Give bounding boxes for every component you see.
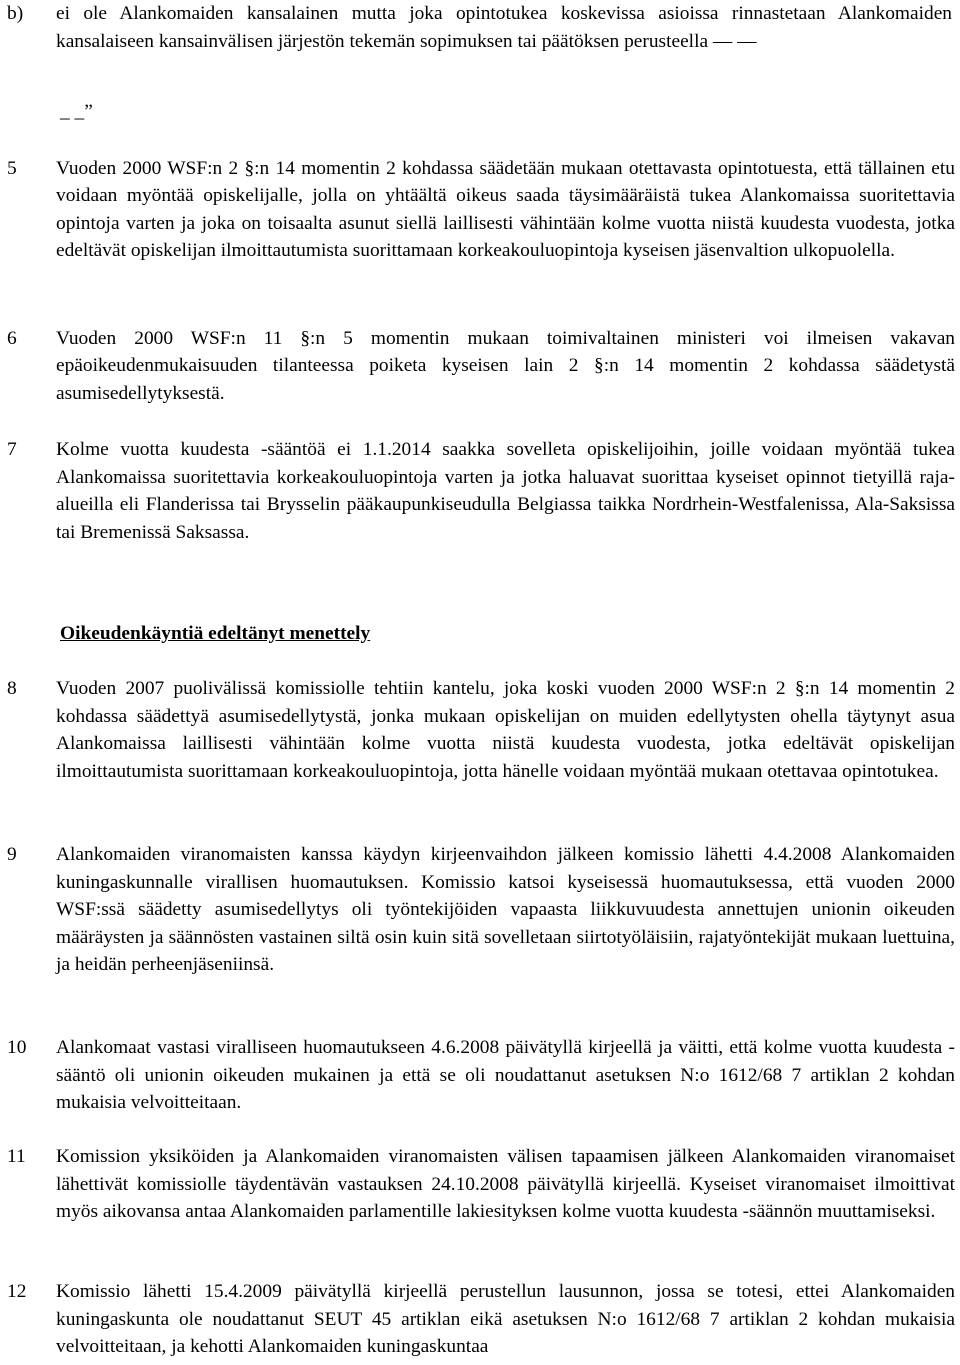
- paragraph-number: 5: [7, 158, 17, 179]
- paragraph-number: 8: [7, 678, 17, 699]
- paragraph-number: 10: [7, 1037, 27, 1058]
- paragraph-text: Vuoden 2000 WSF:n 11 §:n 5 momentin mukaan toimivaltainen ministeri voi ilmeisen vakavan epäoikeudenmukaisuuden tilanteessa poiketa kyseisen lain 2 §:n 14 momentin 2 kohdassa säädetystä asumisedellytyksestä.: [56, 328, 955, 404]
- paragraph-text: Vuoden 2007 puolivälissä komissiolle tehtiin kantelu, joka koski vuoden 2000 WSF:n 2 §:n 14 momentin 2 kohdassa säädettyä asumisedellytystä, jonka mukaan opiskelijan on muiden edellytysten ohella täytynyt asua Alankomaissa laillisesti vähintään kolme vuotta niistä kuudesta vuodesta, jotka edeltävät opiskelijan ilmoittautumista suorittamaan korkeakouluopintoja, jotta hänelle voidaan myöntää mukaan otettavaa opintotukea.: [56, 678, 955, 782]
- paragraph-text: Alankomaiden viranomaisten kanssa käydyn kirjeenvaihdon jälkeen komissio lähetti 4.4.2008 Alankomaiden kuningaskunnalle virallisen huomautuksen. Komissio katsoi kyseisessä huomautuksessa, että vuoden 2000 WSF:ssä säädetty asumisedellytys oli työntekijöiden vapaasta liikkuvuudesta annettujen unionin oikeuden määräysten ja säännösten vastainen siltä osin kuin sitä sovelletaan siirtotyöläisiin, rajatyöntekijät mukaan luettuina, ja heidän perheenjäseniinsä.: [56, 844, 955, 976]
- paragraph-number: 9: [7, 844, 17, 865]
- paragraph-text: Kolme vuotta kuudesta -sääntöä ei 1.1.2014 saakka sovelleta opiskelijoihin, joille voidaan myöntää tukea Alankomaissa suoritettavia korkeakouluopintoja varten ja jotka haluavat suorittaa kyseiset opinnot tietyillä raja-alueilla eli Flanderissa tai Brysselin pääkaupunkiseudulla Belgiassa taikka Nordrhein-Westfalenissa, Ala-Saksissa tai Bremenissä Saksassa.: [56, 439, 955, 543]
- paragraph-number: 11: [7, 1146, 26, 1167]
- paragraph-number: 7: [7, 439, 17, 460]
- quote-end-marker: _ _”: [60, 101, 93, 122]
- paragraph-text: Alankomaat vastasi viralliseen huomautukseen 4.6.2008 päivätyllä kirjeellä ja väitti, että kolme vuotta kuudesta -sääntö oli unionin oikeuden mukainen ja että se oli noudattanut asetuksen N:o 1612/68 7 artiklan 2 kohdan mukaisia velvoitteitaan.: [56, 1037, 955, 1114]
- paragraph-text: Vuoden 2000 WSF:n 2 §:n 14 momentin 2 kohdassa säädetään mukaan otettavasta opintotuesta, että tällainen etu voidaan myöntää opiskelijalle, jolla on yhtäältä oikeus saada täysimääräistä tukea Alankomaissa suoritettavia opintoja varten ja joka on toisaalta asunut siellä laillisesti vähintään kolme vuotta niistä kuudesta vuodesta, jotka edeltävät opiskelijan ilmoittautumista suorittamaan korkeakouluopintoja kyseisen jäsenvaltion ulkopuolella.: [56, 158, 955, 262]
- paragraph-number: 6: [7, 328, 17, 349]
- paragraph-number: 12: [7, 1281, 27, 1302]
- paragraph-label: b): [7, 3, 24, 24]
- paragraph-text: Komission yksiköiden ja Alankomaiden viranomaisten välisen tapaamisen jälkeen Alankomaiden viranomaiset lähettivät komissiolle täydentävän vastauksen 24.10.2008 päivätyllä kirjeellä. Kyseiset viranomaiset ilmoittivat myös aikovansa antaa Alankomaiden parlamentille lakiesityksen kolme vuotta kuudesta -säännön muuttamiseksi.: [56, 1146, 955, 1223]
- section-heading: Oikeudenkäyntiä edeltänyt menettely: [60, 623, 371, 644]
- paragraph-text: ei ole Alankomaiden kansalainen mutta joka opintotukea koskevissa asioissa rinnastetaan Alankomaiden kansalaiseen kansainvälisen järjestön tekemän sopimuksen tai päätöksen perusteella — —: [56, 3, 952, 52]
- paragraph-text: Komissio lähetti 15.4.2009 päivätyllä kirjeellä perustellun lausunnon, jossa se totesi, ettei Alankomaiden kuningaskunta ole noudattanut SEUT 45 artiklan eikä asetuksen N:o 1612/68 7 artiklan 2 kohdan mukaisia velvoitteitaan, ja kehotti Alankomaiden kuningaskuntaa: [56, 1281, 955, 1358]
